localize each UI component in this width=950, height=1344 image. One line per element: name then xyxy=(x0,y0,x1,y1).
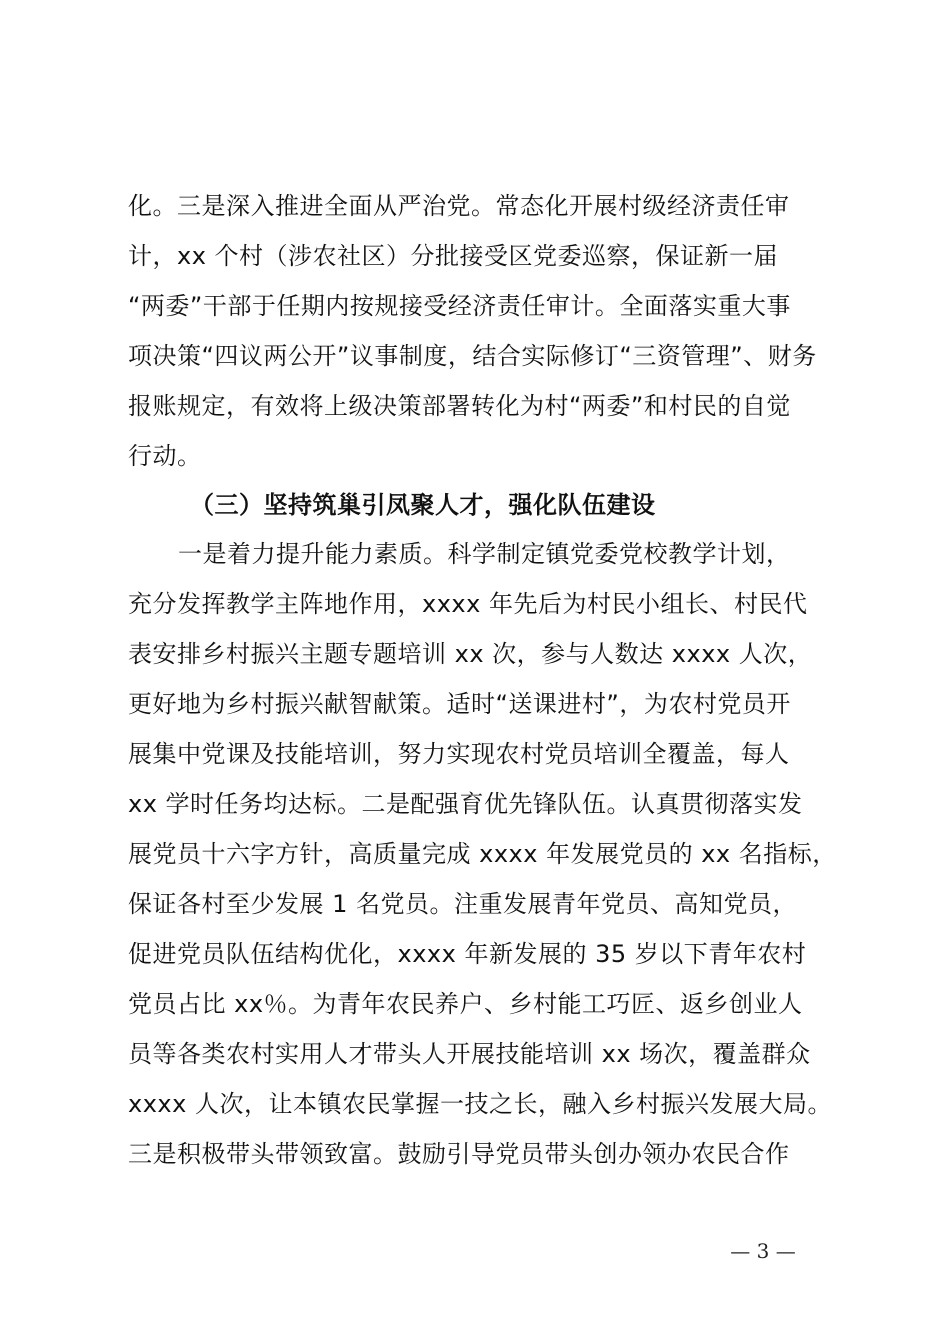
body-text-line: 更好地为乡村振兴献智献策。适时“送课进村”，为农村党员开 xyxy=(128,690,791,718)
body-text-line: 行动。 xyxy=(128,442,202,470)
body-text-line: 报账规定，有效将上级决策部署转化为村“两委”和村民的自觉 xyxy=(128,392,791,420)
body-text-line: 展党员十六字方针，高质量完成 xxxx 年发展党员的 xx 名指标， xyxy=(128,840,837,868)
body-text-line: 一是着力提升能力素质。科学制定镇党委党校教学计划， xyxy=(178,540,791,568)
page-number: — 3 — xyxy=(730,1239,796,1263)
body-text-line: 促进党员队伍结构优化，xxxx 年新发展的 35 岁以下青年农村 xyxy=(128,940,807,968)
body-text-line: 展集中党课及技能培训，努力实现农村党员培训全覆盖，每人 xyxy=(128,740,790,768)
body-text-line: 三是积极带头带领致富。鼓励引导党员带头创办领办农民合作 xyxy=(128,1140,790,1168)
body-text-line: 保证各村至少发展 1 名党员。注重发展青年党员、高知党员， xyxy=(128,890,798,918)
section-heading: （三）坚持筑巢引凤聚人才，强化队伍建设 xyxy=(190,491,656,519)
body-text-line: “两委”干部于任期内按规接受经济责任审计。全面落实重大事 xyxy=(128,292,791,320)
body-text-line: 党员占比 xx％。为青年农民养户、乡村能工巧匠、返乡创业人 xyxy=(128,990,803,1018)
body-text-line: 计，xx 个村（涉农社区）分批接受区党委巡察，保证新一届 xyxy=(128,242,779,270)
body-text-line: 员等各类农村实用人才带头人开展技能培训 xx 场次，覆盖群众 xyxy=(128,1040,811,1068)
body-text-line: 项决策“四议两公开”议事制度，结合实际修订“三资管理”、财务 xyxy=(128,342,817,370)
body-text-line: xx 学时任务均达标。二是配强育优先锋队伍。认真贯彻落实发 xyxy=(128,790,803,818)
body-text-line: xxxx 人次，让本镇农民掌握一技之长，融入乡村振兴发展大局。 xyxy=(128,1090,832,1118)
body-text-line: 化。三是深入推进全面从严治党。常态化开展村级经济责任审 xyxy=(128,192,790,220)
body-text-line: 表安排乡村振兴主题专题培训 xx 次，参与人数达 xxxx 人次， xyxy=(128,640,813,668)
body-text-line: 充分发挥教学主阵地作用，xxxx 年先后为村民小组长、村民代 xyxy=(128,590,808,618)
